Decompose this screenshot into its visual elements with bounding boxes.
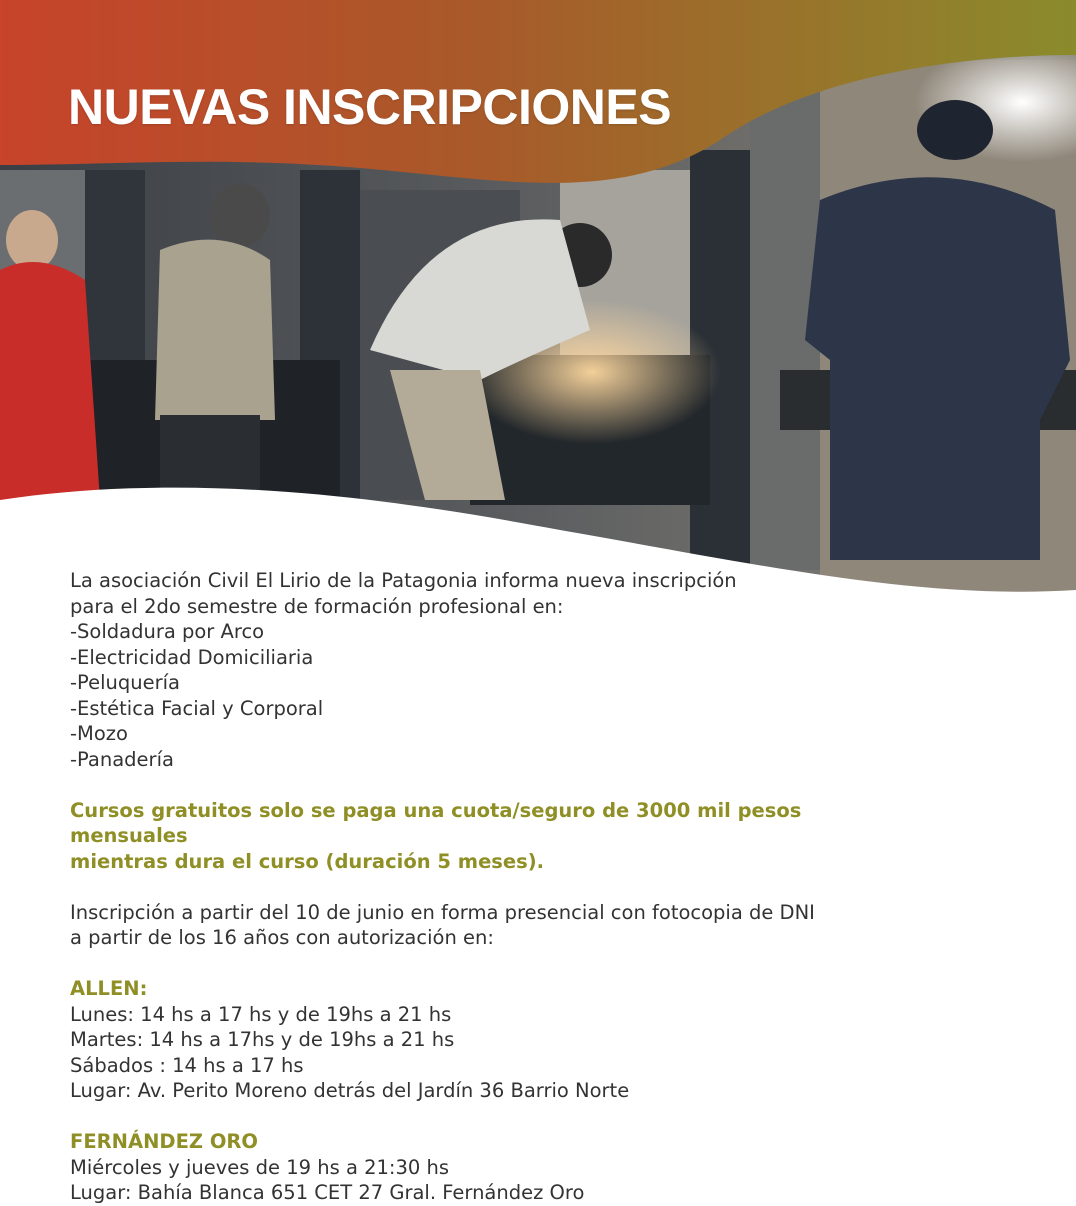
course-item: -Estética Facial y Corporal — [70, 696, 324, 720]
allen-schedule-line: Lunes: 14 hs a 17 hs y de 19hs a 21 hs — [70, 1002, 452, 1026]
hero-banner — [0, 0, 1076, 600]
fernandez-oro-location: Lugar: Bahía Blanca 651 CET 27 Gral. Fernández Oro — [70, 1181, 585, 1204]
fernandez-oro-schedule-line: Miércoles y jueves de 19 hs a 21:30 hs — [70, 1155, 450, 1179]
intro-line-1: La asociación Civil El Lirio de la Patagonia informa nueva inscripción — [70, 569, 737, 592]
fee-notice-line-2: mientras dura el curso (duración 5 meses). — [70, 849, 545, 873]
page-title: NUEVAS INSCRIPCIONES — [68, 79, 672, 135]
allen-schedule-line: Martes: 14 hs a 17hs y de 19hs a 21 hs — [70, 1028, 455, 1051]
registration-line-2: a partir de los 16 años con autorización en: — [70, 926, 494, 949]
intro-line-2: para el 2do semestre de formación profesional en: — [70, 594, 564, 618]
fee-notice-line-1: Cursos gratuitos solo se paga una cuota/seguro de 3000 mil pesos mensuales — [70, 798, 802, 847]
course-item: -Panadería — [70, 747, 174, 771]
course-item: -Electricidad Domiciliaria — [70, 645, 314, 669]
fernandez-oro-heading: FERNÁNDEZ ORO — [70, 1130, 258, 1153]
course-list — [70, 619, 850, 772]
allen-schedule-line: Sábados : 14 hs a 17 hs — [70, 1053, 304, 1077]
allen-heading: ALLEN: — [70, 977, 148, 1000]
course-item: -Mozo — [70, 722, 128, 745]
allen-location: Lugar: Av. Perito Moreno detrás del Jardín 36 Barrio Norte — [70, 1079, 630, 1102]
course-item: -Peluquería — [70, 671, 180, 694]
course-item: -Soldadura por Arco — [70, 620, 265, 643]
announcement-body — [70, 568, 850, 1206]
registration-line-1: Inscripción a partir del 10 de junio en forma presencial con fotocopia de DNI — [70, 900, 815, 924]
